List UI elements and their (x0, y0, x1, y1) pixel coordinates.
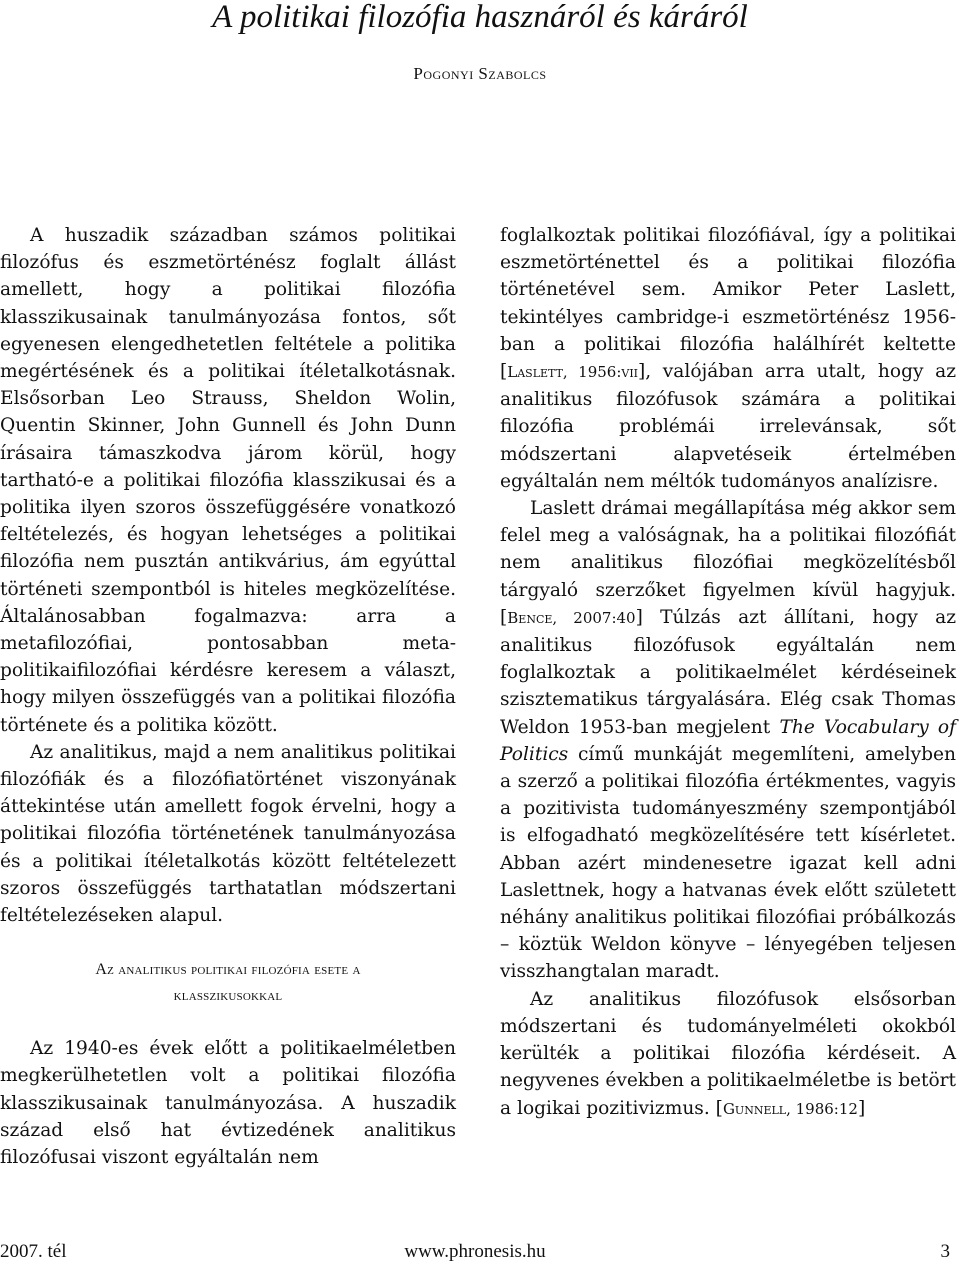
text-segment: Az analitikus filozófusok elsősorban módszertani és tudományelméleti okokból kerülték a politikai filozófia kérdéseit. A negyvenes években a politikaelméletbe is betört a logikai pozitivizmus. [ (500, 988, 956, 1119)
citation-laslett: Laslett, 1956:vii (507, 363, 639, 382)
section-heading (0, 957, 456, 1009)
text-segment: foglalkoztak politikai filozófiával, így a politikai eszmetörténettel és a politikai filozófia történetével sem. Amikor Peter Laslett, tekintélyes cambridge-i eszmetörténész 1956-ban a politikai filozófia halálhírét keltette [ (500, 225, 956, 383)
text-segment: Laslett drámai megállapítása még akkor sem felel meg a valóságnak, ha a politikai filozófiát nem analitikus filozófiai megközelítésből tárgyaló szerzőket figyelmen kívül hagyjuk. [ (500, 498, 956, 628)
text-segment: ] (857, 1097, 866, 1119)
text-segment: című munkáját megemlíteni, amelyben a szerző a politikai filozófia értékmentes, vagyis a pozitivista tudományeszmény szempontjából is elfogadható megközelítésére tett kísérletet. Abban azért mindenesetre igazat kell adni Laslettnek, hogy a hatvanas évek előtt született néhány analitikus politikai filozófiai próbálkozás – köztük Weldon könyve – lényegében teljesen visszhangtalan maradt. (500, 743, 956, 983)
paragraph-intro: A huszadik században számos politikai filozófus és eszmetörténész foglalt állást amellett, hogy a politikai filozófia klasszikusainak tanulmányozása fontos, sőt egyenesen elengedhetetlen feltétele a politika megértésének és a politikai ítéletalkotásnak. Elsősorban Leo Strauss, Sheldon Wolin, Quentin Skinner, John Gunnell és John Dunn írásaira támaszkodva járom körül, hogy tartható-e a politikai filozófia klasszikusai és a politika ilyen szoros összefüggésére vonatkozó feltételezés, és hogyan lehetséges a politikai filozófia nem pusztán antikvárius, ám egyúttal történeti szempontból is hiteles megközelítése. Általánosabban fogalmazva: arra a metafilozófiai, pontosabban meta-politikaifilozófiai kérdésre keresem a választ, hogy milyen összefüggés van a politikai filozófia története és a politika között. (0, 225, 456, 736)
paragraph-continuation (500, 222, 956, 495)
page-number: 3 (940, 1241, 950, 1262)
text-segment: ] Túlzás azt állítani, hogy az analitikus filozófusok egyáltalán nem foglalkoztak a politikaelmélet kérdéseinek szisztematikus tárgyalására. Elég csak Thomas Weldon 1953-ban megjelent (500, 606, 956, 738)
article-title: A politikai filozófia hasznáról és káráról (212, 0, 748, 35)
paragraph-section-start: Az 1940-es évek előtt a politikaelméletben megkerülhetetlen volt a politikai filozófia klasszikusainak tanulmányozása. A huszadik század első hat évtizedének analitikus filozófusai viszont egyáltalán nem (0, 1038, 456, 1169)
right-column (500, 222, 956, 1123)
book-title: The Vocabulary of Politics (500, 716, 956, 765)
page-footer (0, 1241, 950, 1269)
section-heading-line1: Az analitikus politikai filozófia esete a (95, 961, 361, 979)
footer-url[interactable]: www.phronesis.hu (404, 1241, 546, 1262)
citation-bence: Bence, 2007:40 (507, 608, 636, 627)
paragraph-laslett (500, 495, 956, 986)
author-name: Pogonyi Szabolcs (413, 64, 547, 83)
citation-gunnell: Gunnell, 1986:12 (722, 1099, 858, 1118)
paragraph-positivism (500, 986, 956, 1123)
section-heading-line2: klasszikusokkal (173, 987, 283, 1005)
left-column (0, 222, 456, 1171)
paragraph-argument: Az analitikus, majd a nem analitikus politikai filozófiák és a filozófiatörténet viszonyának áttekintése után amellett fogok érvelni, hogy a politikai filozófia történetének tanulmányozása és a politikai ítéletalkotás között feltételezett szoros összefüggés tarthatatlan módszertani feltételezéseken alapul. (0, 741, 456, 927)
text-segment: ], valójában arra utalt, hogy az analitikus filozófusok számára a politikai filozófia problémái irrelevánsak, sőt módszertani alapvetéseik értelmében egyáltalán nem méltók tudományos analízisre. (500, 361, 956, 492)
footer-date: 2007. tél (0, 1241, 67, 1262)
